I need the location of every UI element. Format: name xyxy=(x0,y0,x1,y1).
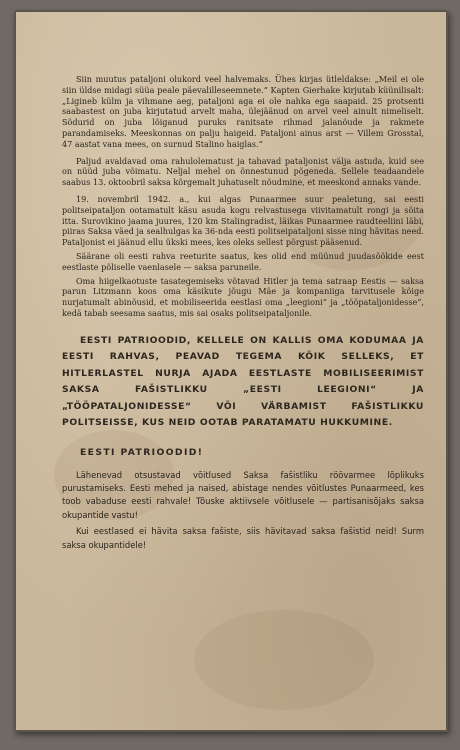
closing-paragraph: Lähenevad otsustavad võitlused Saksa fašistliku röövarmee lõplikuks purustamiseks. Eesti mehed ja naised, abistage nendes võitlustes Punaarmeed, kes toob vabaduse eesti rahvale! Tõuske aktiivsele võitlusele — partisanisõjaks saksa okupantide vastu! xyxy=(62,469,424,520)
paragraph: Paljud avaldavad oma rahulolematust ja tahavad pataljonist välja astuda, kuid see on nüüd juba võimatu. Neljal mehel on õnnestunud põgeneda. Sellele teadaandele saabus 13. oktoobril saksa kõrgemalt juhatuselt nõudmine, et meeskond annaks vande. xyxy=(62,155,424,188)
document-page xyxy=(14,10,448,732)
paper-stain xyxy=(194,610,374,710)
paragraph: Siin muutus pataljoni olukord veel halvemaks. Ühes kirjas ütleldakse: „Meil ei ole siin üldse midagi süüa peale päevalilleseemnete.“ Kapten Gierhake kirjutab küünilisalt: „Ligineb külm ja vihmane aeg, pataljoni aga ei ole nahka ega saapaid. 25 protsenti saabastest on juba kirjutatud arvelt maha, ülejäänud on arvel veel ainult nimeliselt. Sõdurid on juba lõiganud puruks ranitsate rihmad jalanõude ja rakmete parandamiseks. Meeskonnas on palju haigeid. Pataljoni ainus arst — Villem Grosstal, 47 aastat vana mees, on surnud Stalino haiglas.“ xyxy=(62,74,424,149)
paragraph: Säärane oli eesti rahva reeturite saatus, kes olid end müünud juudasöökide eest eestlaste põliselle vaenlasele — saksa paruneile. xyxy=(62,250,424,272)
paragraph: 19. novembril 1942. a., kui algas Punaarmee suur pealetung, sai eesti politseipataljon ootamatult käsu asuda kogu relvastusega viivitamatult rongi ja sõita itta. Surovikino jaama juures, 120 km Stalingradist, läikas Punaarmee raudteeliini läbi, piiras Saksa väed ja sealhulgas ka 36-nda eesti politseipataljoni sisse ning hävitas need. Pataljonist ei jäänud ellu ükski mees, kes oleks sellest põrgust pääsenud. xyxy=(62,193,425,248)
paragraph: Oma hiigelkaotuste tasategemiseks võtavad Hitler ja tema satraap Eestis — saksa parun Litzmann koos oma käsikute jõugu Mäe ja kompaniiga tarvitusele kõige nurjatumalt abinõusid, et mobiliseerida eestlasi oma „leegioni“ ja „tööpataljonidesse“, kedä tabab seesama saatus, mis sai osaks politseipataljonile. xyxy=(62,275,424,318)
closing-paragraph: Kui eestlased ei hävita saksa fašiste, siis hävitavad saksa fašistid neid! Surm saksa okupantidele! xyxy=(62,526,424,550)
appeal-text: EESTI PATRIOODID, KELLELE ON KALLIS OMA KODUMAA JA EESTI RAHVAS, PEAVAD TEGEMA KÕIK SELLEKS, ET HITLERLASTEL NURJA AJADA EESTLASTE MOBILISEERIMIST SAKSA FAŠISTLIKKU „EESTI LEEGIONI“ JA „TÖÖPATALJONIDESSE“ VÕI VÄRBAMIST FAŠISTLIKKU POLITSEISSE, KUS NEID OOTAB PARATAMATU HUKKUMINE. xyxy=(62,334,424,429)
document-text xyxy=(62,74,424,555)
section-heading: EESTI PATRIOODID! xyxy=(80,446,204,458)
